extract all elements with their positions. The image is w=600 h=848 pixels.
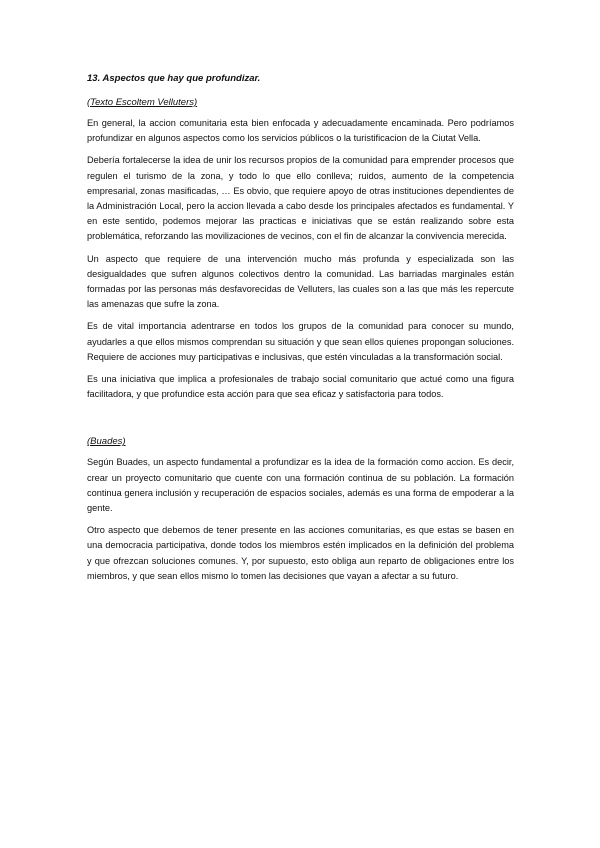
paragraph: Es una iniciativa que implica a profesionales de trabajo social comunitario que actué como una figura facilitadora, y que profundice esta acción para que sea eficaz y satisfactoria para todos. [87, 374, 514, 400]
paragraph: Según Buades, un aspecto fundamental a profundizar es la idea de la formación como accion. Es decir, crear un proyecto comunitario que cuente con una formación continua de su población. La formación continua genera inclusión y recuperación de espacios sociales, además es una forma de empoderar a la gente. [87, 457, 514, 514]
section-gap [87, 409, 514, 435]
source-label-buades: (Buades) [87, 436, 126, 448]
paragraph: Debería fortalecerse la idea de unir los recursos propios de la comunidad para emprender procesos que regulen el turismo de la zona, y todo lo que ello conlleva; ruidos, aumento de la competencia empresarial, zonas masificadas, … Es obvio, que requiere apoyo de otras instituciones dependientes de la Administración Local, pero la accion llevada a cabo desde los principales afectados es fundamental. Y en este sentido, podemos mejorar las practicas e iniciativas que se están realizando sobre esta problemática, reforzando las movilizaciones de vecinos, con el fin de alcanzar la convivencia merecida. [87, 155, 514, 242]
paragraph: Otro aspecto que debemos de tener presente en las acciones comunitarias, es que estas se basen en una democracia participativa, donde todos los miembros estén implicados en la definición del problema y que ofrezcan soluciones comunes. Y, por supuesto, esto obliga aun reparto de obligaciones entre los miembros, y que sean ellos mismo lo tomen las decisiones que vayan a afectar a su futuro. [87, 525, 514, 581]
paragraph: Es de vital importancia adentrarse en todos los grupos de la comunidad para conocer su mundo, ayudarles a que ellos mismos comprendan su situación y que sean ellos quienes propongan soluciones. Requiere de acciones muy participativas e inclusivas, que estén vinculadas a la transformación social. [87, 321, 514, 362]
source-label-escoltem: (Texto Escoltem Velluters) [87, 97, 198, 108]
document-page [87, 72, 514, 591]
section-heading: 13. Aspectos que hay que profundizar. [87, 73, 261, 84]
paragraph: En general, la accion comunitaria esta bien enfocada y adecuadamente encaminada. Pero podríamos profundizar en algunos aspectos como los servicios públicos o la turistificacion de la Ciutat Vella. [87, 118, 514, 144]
paragraph: Un aspecto que requiere de una intervención mucho más profunda y especializada son las desigualdades que sufren algunos colectivos dentro la comunidad. Las barriadas marginales están formadas por las personas más desfavorecidas de Velluters, las cuales son a las que más les repercute las amenazas que sufre la zona. [87, 253, 514, 310]
